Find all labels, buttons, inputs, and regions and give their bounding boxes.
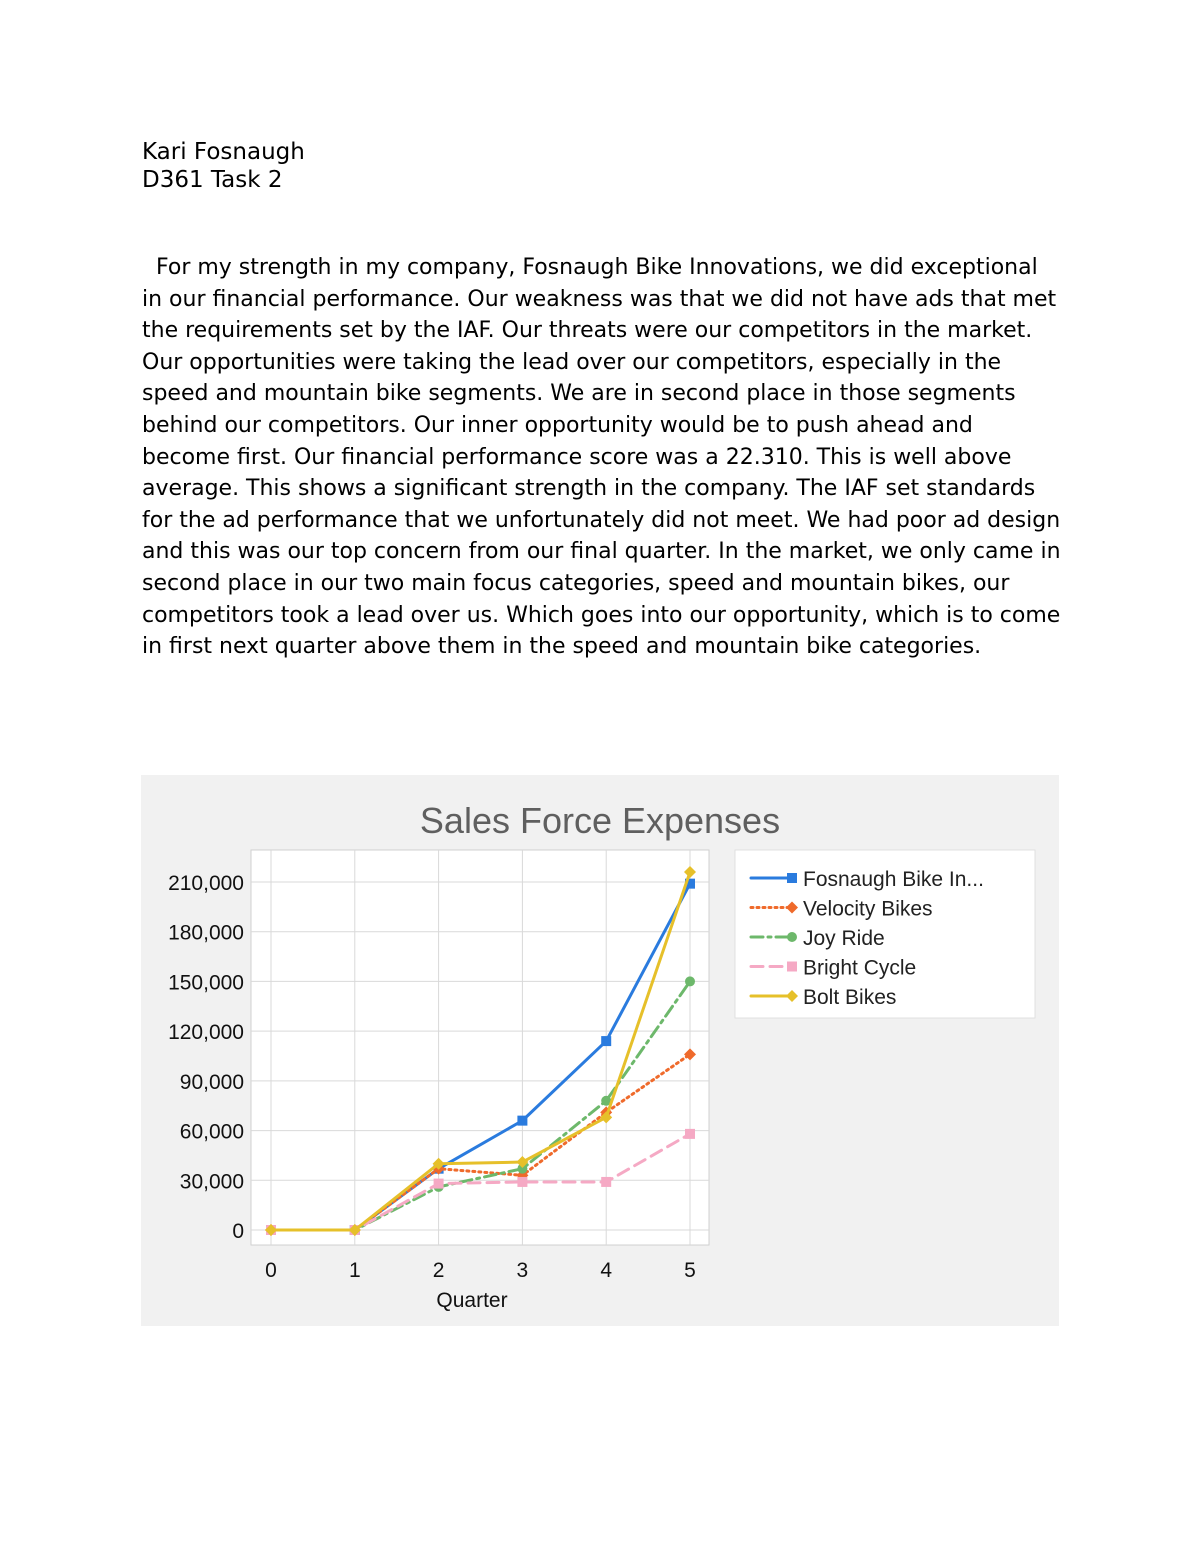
legend-marker-2 (787, 932, 797, 942)
x-tick-label: 3 (516, 1259, 529, 1282)
data-point-series-3-x3 (517, 1177, 527, 1187)
y-tick-label: 30,000 (179, 1170, 244, 1194)
author-name: Kari Fosnaugh (142, 139, 305, 165)
plot-area (251, 850, 709, 1245)
x-tick-label: 0 (265, 1259, 277, 1282)
y-tick-label: 180,000 (168, 921, 244, 945)
data-point-series-0-x4 (601, 1036, 611, 1046)
data-point-series-3-x5 (685, 1129, 695, 1139)
legend-label: Joy Ride (803, 927, 885, 950)
data-point-series-2-x5 (685, 976, 695, 986)
x-tick-label: 4 (600, 1259, 613, 1282)
document-header (142, 138, 305, 194)
body-paragraph (142, 252, 1062, 663)
legend-label: Bolt Bikes (803, 986, 897, 1009)
legend-marker-3 (787, 962, 797, 972)
x-axis-title: Quarter (436, 1289, 508, 1312)
y-tick-label: 210,000 (168, 872, 244, 895)
data-point-series-3-x2 (434, 1179, 444, 1189)
y-tick-label: 150,000 (168, 971, 244, 995)
legend-label: Bright Cycle (803, 956, 917, 980)
y-tick-label: 90,000 (179, 1070, 244, 1094)
data-point-series-3-x4 (601, 1177, 611, 1187)
y-tick-label: 60,000 (179, 1120, 244, 1144)
x-tick-label: 5 (684, 1259, 696, 1282)
sales-force-expenses-chart (141, 775, 1059, 1326)
task-title: D361 Task 2 (142, 167, 283, 193)
legend-label: Fosnaugh Bike In... (803, 868, 984, 891)
legend-marker-0 (787, 873, 797, 883)
chart-container (141, 775, 1059, 1326)
y-tick-label: 120,000 (168, 1021, 244, 1045)
chart-title: Sales Force Expenses (419, 800, 781, 841)
y-tick-label: 0 (232, 1220, 244, 1243)
legend-label: Velocity Bikes (803, 897, 933, 921)
body-paragraph-text: For my strength in my company, Fosnaugh Bike Innovations, we did exceptional in our financial performance. Our weakness was that we did not have ads that met the requirements set by the IAF. Our threats were our competitors in the market. Our opportunities were taking the lead over our competitors, especially in the speed and mountain bike segments. We are in second place in those segments behind our competitors. Our inner opportunity would be to push ahead and become first. Our financial performance score was a 22.310. This is well above average. This shows a significant strength in the company. The IAF set standards for the ad performance that we unfortunately did not meet. We had poor ad design and this was our top concern from our final quarter. In the market, we only came in second place in our two main focus categories, speed and mountain bikes, our competitors took a lead over us. Which goes into our opportunity, which is to come in first next quarter above them in the speed and mountain bike categories. (142, 255, 1061, 660)
x-tick-label: 2 (432, 1259, 445, 1282)
x-tick-label: 1 (348, 1259, 361, 1282)
data-point-series-0-x3 (517, 1116, 527, 1126)
